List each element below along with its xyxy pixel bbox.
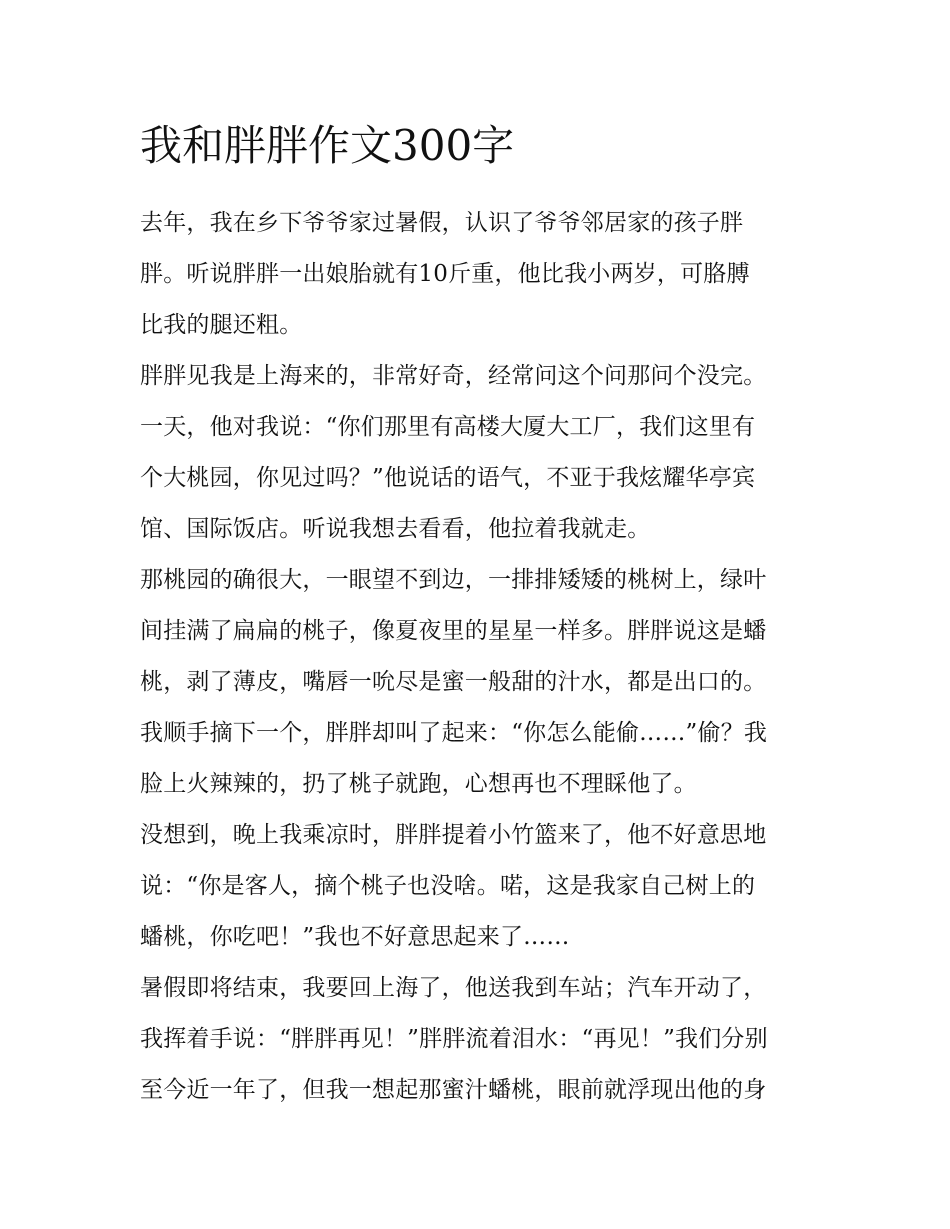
essay-body xyxy=(140,198,820,1116)
text-line: 我顺手摘下一个，胖胖却叫了起来：“你怎么能偷……”偷？我 xyxy=(140,720,768,746)
text-line: 我挥着手说：“胖胖再见！”胖胖流着泪水：“再见！”我们分别 xyxy=(140,1026,768,1052)
text-line: 桃，剥了薄皮，嘴唇一吮尽是蜜一般甜的汁水，都是出口的。 xyxy=(140,669,767,695)
text-line: 没想到，晚上我乘凉时，胖胖提着小竹篮来了，他不好意思地 xyxy=(140,822,767,848)
text-line: 个大桃园，你见过吗？”他说话的语气，不亚于我炫耀华亭宾 xyxy=(140,465,756,491)
text-line: 一天，他对我说：“你们那里有高楼大厦大工厂，我们这里有 xyxy=(140,414,756,440)
text-line: 胖胖见我是上海来的，非常好奇，经常问这个问那问个没完。 xyxy=(140,363,767,389)
text-line: 至今近一年了，但我一想起那蜜汁蟠桃，眼前就浮现出他的身 xyxy=(140,1077,767,1103)
text-line: 脸上火辣辣的，扔了桃子就跑，心想再也不理睬他了。 xyxy=(140,771,697,797)
text-line: 比我的腿还粗。 xyxy=(140,312,303,338)
text-line: 暑假即将结束，我要回上海了，他送我到车站；汽车开动了， xyxy=(140,975,767,1001)
text-line: 胖。听说胖胖一出娘胎就有10斤重，他比我小两岁，可胳膊 xyxy=(140,261,750,287)
text-line: 蟠桃，你吃吧！”我也不好意思起来了…… xyxy=(140,924,570,950)
text-line: 馆、国际饭店。听说我想去看看，他拉着我就走。 xyxy=(140,516,651,542)
text-line: 间挂满了扁扁的桃子，像夏夜里的星星一样多。胖胖说这是蟠 xyxy=(140,618,767,644)
page-title: 我和胖胖作文300字 xyxy=(140,121,515,170)
text-line: 说：“你是客人，摘个桃子也没啥。喏，这是我家自己树上的 xyxy=(140,873,756,899)
text-line: 那桃园的确很大，一眼望不到边，一排排矮矮的桃树上，绿叶 xyxy=(140,567,767,593)
text-line: 去年，我在乡下爷爷家过暑假，认识了爷爷邻居家的孩子胖 xyxy=(140,210,744,236)
